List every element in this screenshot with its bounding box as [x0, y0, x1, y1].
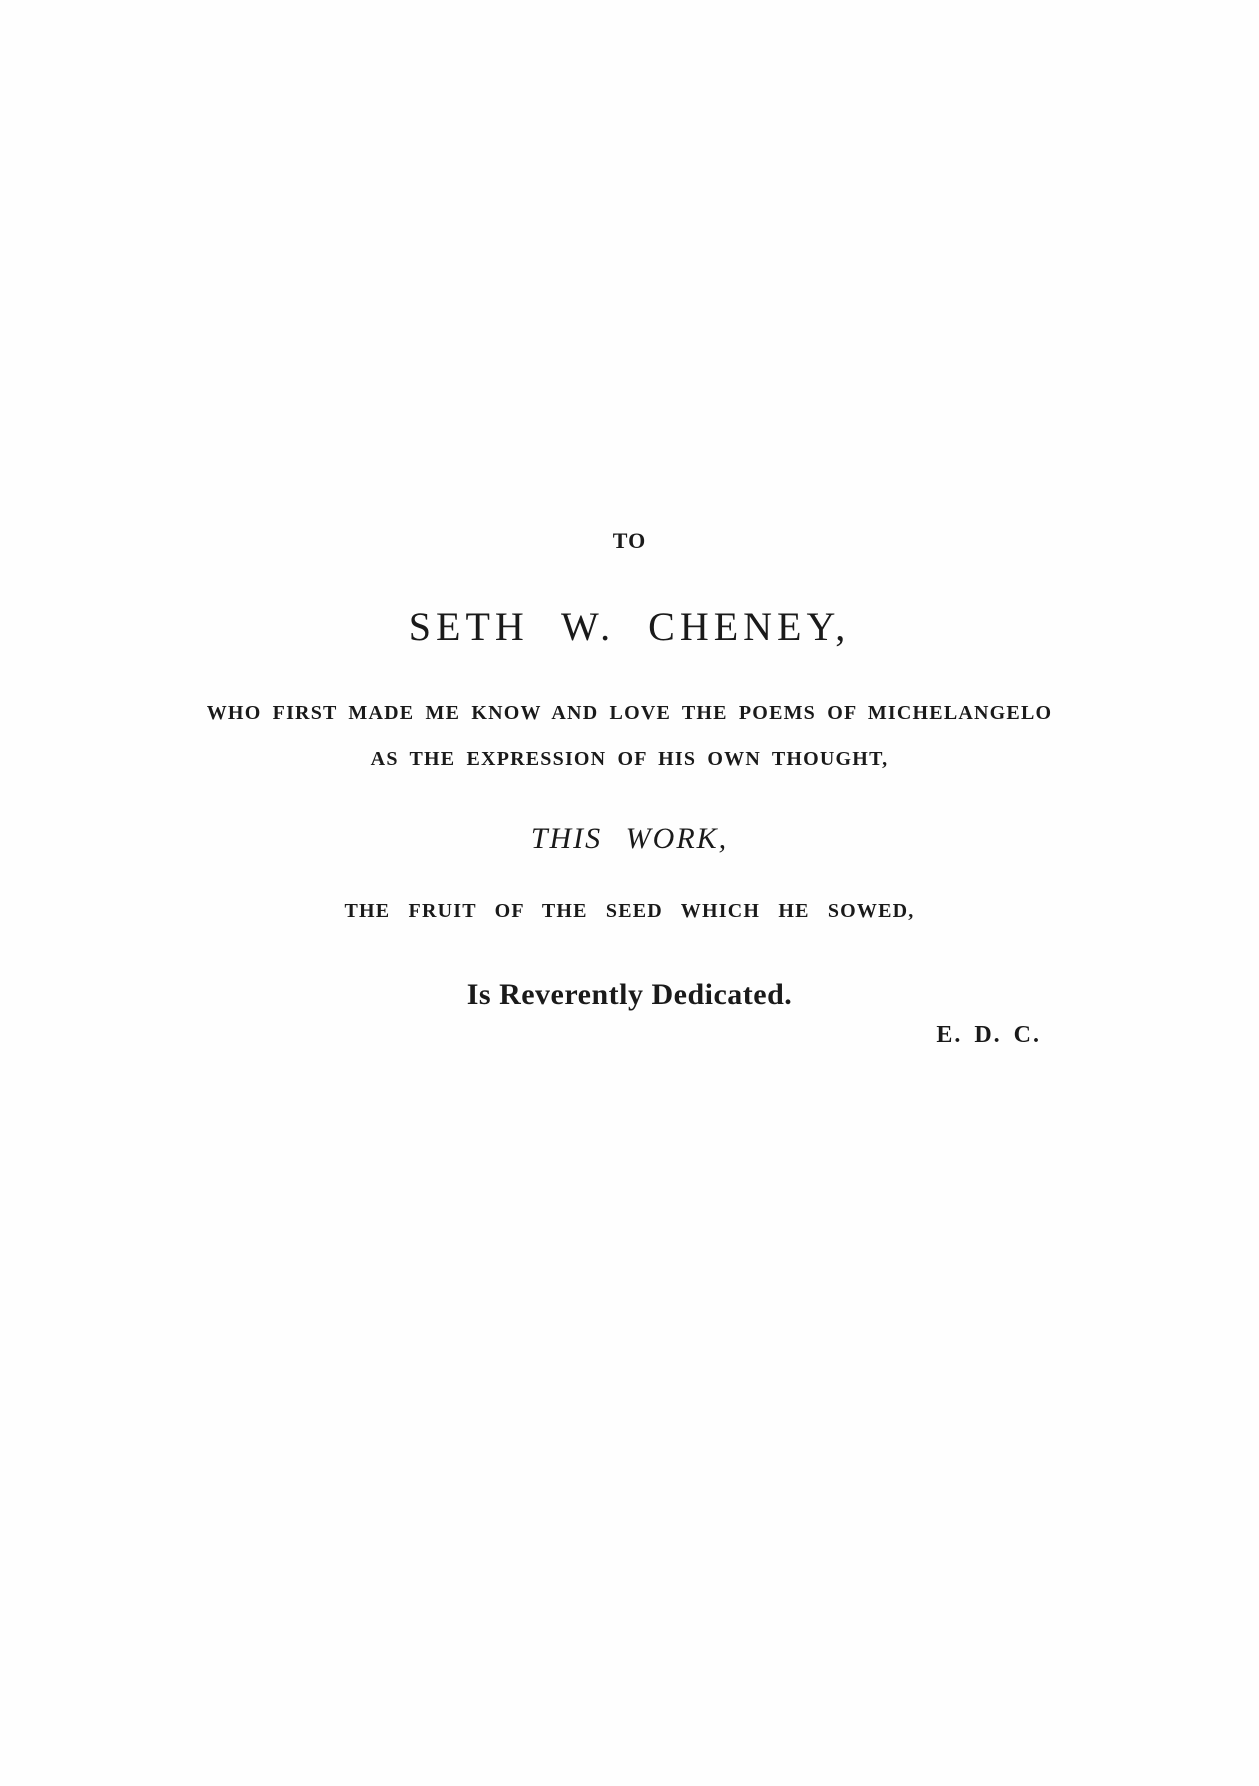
- dedication-line-1: WHO FIRST MADE ME KNOW AND LOVE THE POEMS OF MICHELANGELO: [206, 702, 1053, 724]
- dedication-line-2: AS THE EXPRESSION OF HIS OWN THOUGHT,: [370, 748, 889, 770]
- reverently-dedicated: Is Reverently Dedicated.: [466, 978, 793, 1011]
- dedication-line-3: THE FRUIT OF THE SEED WHICH HE SOWED,: [344, 900, 915, 922]
- this-work: THIS WORK,: [530, 822, 729, 855]
- dedicatee-name: SETH W. CHENEY,: [408, 604, 851, 649]
- author-initials: E. D. C.: [936, 1022, 1041, 1048]
- dedication-to: TO: [612, 528, 647, 553]
